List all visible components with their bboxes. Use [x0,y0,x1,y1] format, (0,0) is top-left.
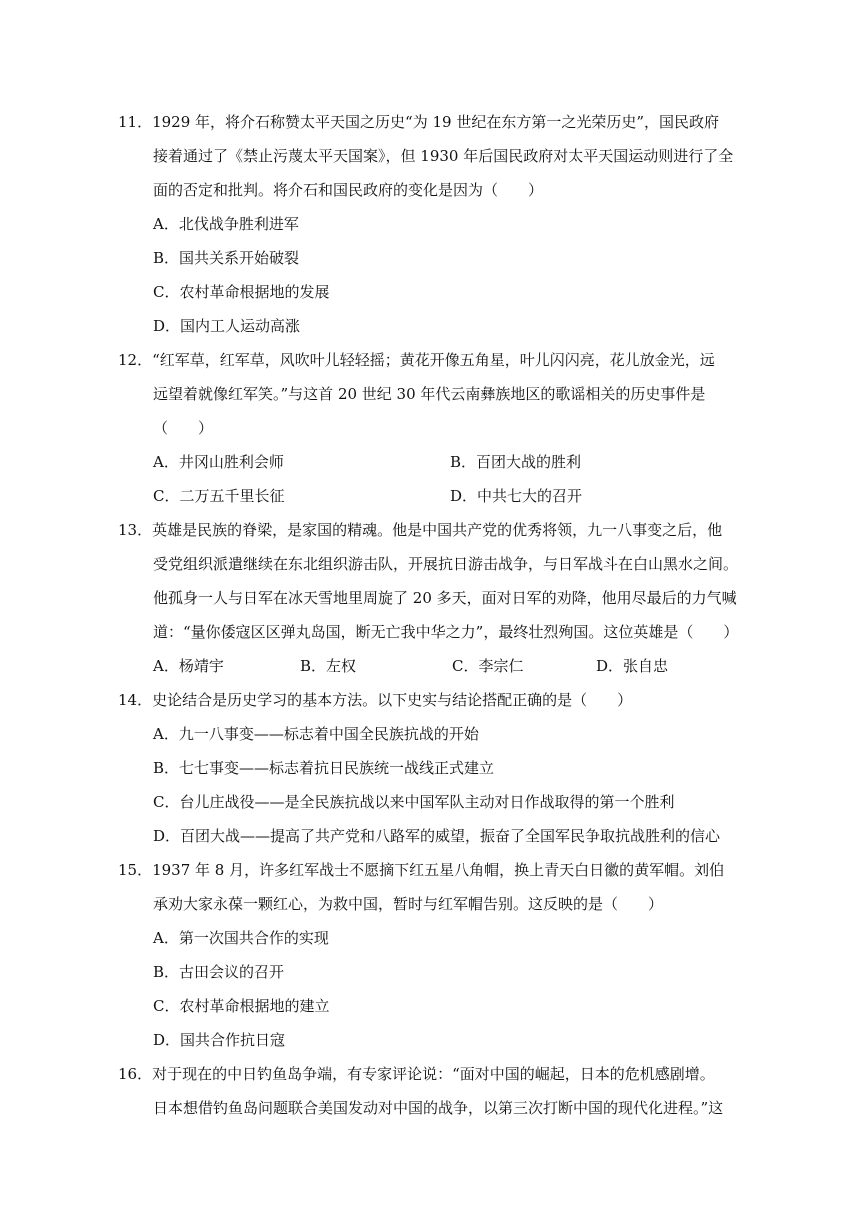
question-stem-line: 接着通过了《禁止污蔑太平天国案》，但 1930 年后国民政府对太平天国运动则进行了全 [153,147,734,165]
question-stem-line: 远望着就像红军笑。”与这首 20 世纪 30 年代云南彝族地区的歌谣相关的历史事件是 [153,385,706,403]
option-b: B．国共关系开始破裂 [153,249,300,267]
option-b: B．七七事变——标志着抗日民族统一战线正式建立 [153,759,495,777]
question-stem-line: 日本想借钓鱼岛问题联合美国发动对中国的战争，以第三次打断中国的现代化进程。”这 [153,1099,724,1117]
option-a: A．九一八事变——标志着中国全民族抗战的开始 [153,725,479,743]
option-d: D．张自忠 [596,657,669,675]
question-stem-line: 11．1929 年，将介石称赞太平天国之历史“为 19 世纪在东方第一之光荣历史”，国民政府 [118,113,719,131]
option-c: C．农村革命根据地的建立 [153,997,330,1015]
question-stem-line: 14．史论结合是历史学习的基本方法。以下史实与结论搭配正确的是（ ） [118,691,633,709]
option-c: C．李宗仁 [452,657,524,675]
question-stem-line: 16．对于现在的中日钓鱼岛争端，有专家评论说：“面对中国的崛起，日本的危机感剧增。 [118,1065,715,1083]
option-a: A．井冈山胜利会师 [153,453,284,471]
option-b: B．古田会议的召开 [153,963,285,981]
question-stem-line: 13．英雄是民族的脊梁，是家国的精魂。他是中国共产党的优秀将领，九一八事变之后，他 [118,521,723,539]
question-stem-line: 受党组织派遣继续在东北组织游击队，开展抗日游击战争，与日军战斗在白山黑水之间。 [153,555,739,573]
option-c: C．农村革命根据地的发展 [153,283,330,301]
question-stem-line: 面的否定和批判。将介石和国民政府的变化是因为（ ） [153,181,544,199]
option-d: D．中共七大的召开 [450,487,583,505]
question-stem-line: 承劝大家永葆一颗红心，为救中国，暂时与红军帽告别。这反映的是（ ） [153,895,664,913]
question-stem-line: 道：“量你倭寇区区弹丸岛国，断无亡我中华之力”，最终壮烈殉国。这位英雄是（ ） [153,623,739,641]
question-stem-line: 他孤身一人与日军在冰天雪地里周旋了 20 多天，面对日军的劝降，他用尽最后的力气喊 [153,589,737,607]
option-c: C．台儿庄战役——是全民族抗战以来中国军队主动对日作战取得的第一个胜利 [153,793,675,811]
option-b: B．左权 [300,657,357,675]
option-a: A．第一次国共合作的实现 [153,929,329,947]
question-stem-line: （ ） [153,419,214,437]
option-a: A．北伐战争胜利进军 [153,215,299,233]
question-stem-line: 12．“红军草，红军草，风吹叶儿轻轻摇；黄花开像五角星，叶儿闪闪亮，花儿放金光，远 [118,351,715,369]
option-d: D．百团大战——提高了共产党和八路军的威望，振奋了全国军民争取抗战胜利的信心 [153,827,721,845]
question-stem-line: 15．1937 年 8 月，许多红军战士不愿摘下红五星八角帽，换上青天白日徽的黄军帽。刘伯 [118,861,725,879]
option-b: B．百团大战的胜利 [450,453,582,471]
option-a: A．杨靖宇 [153,657,224,675]
option-c: C．二万五千里长征 [153,487,285,505]
option-d: D．国共合作抗日寇 [153,1031,286,1049]
option-d: D．国内工人运动高涨 [153,317,301,335]
